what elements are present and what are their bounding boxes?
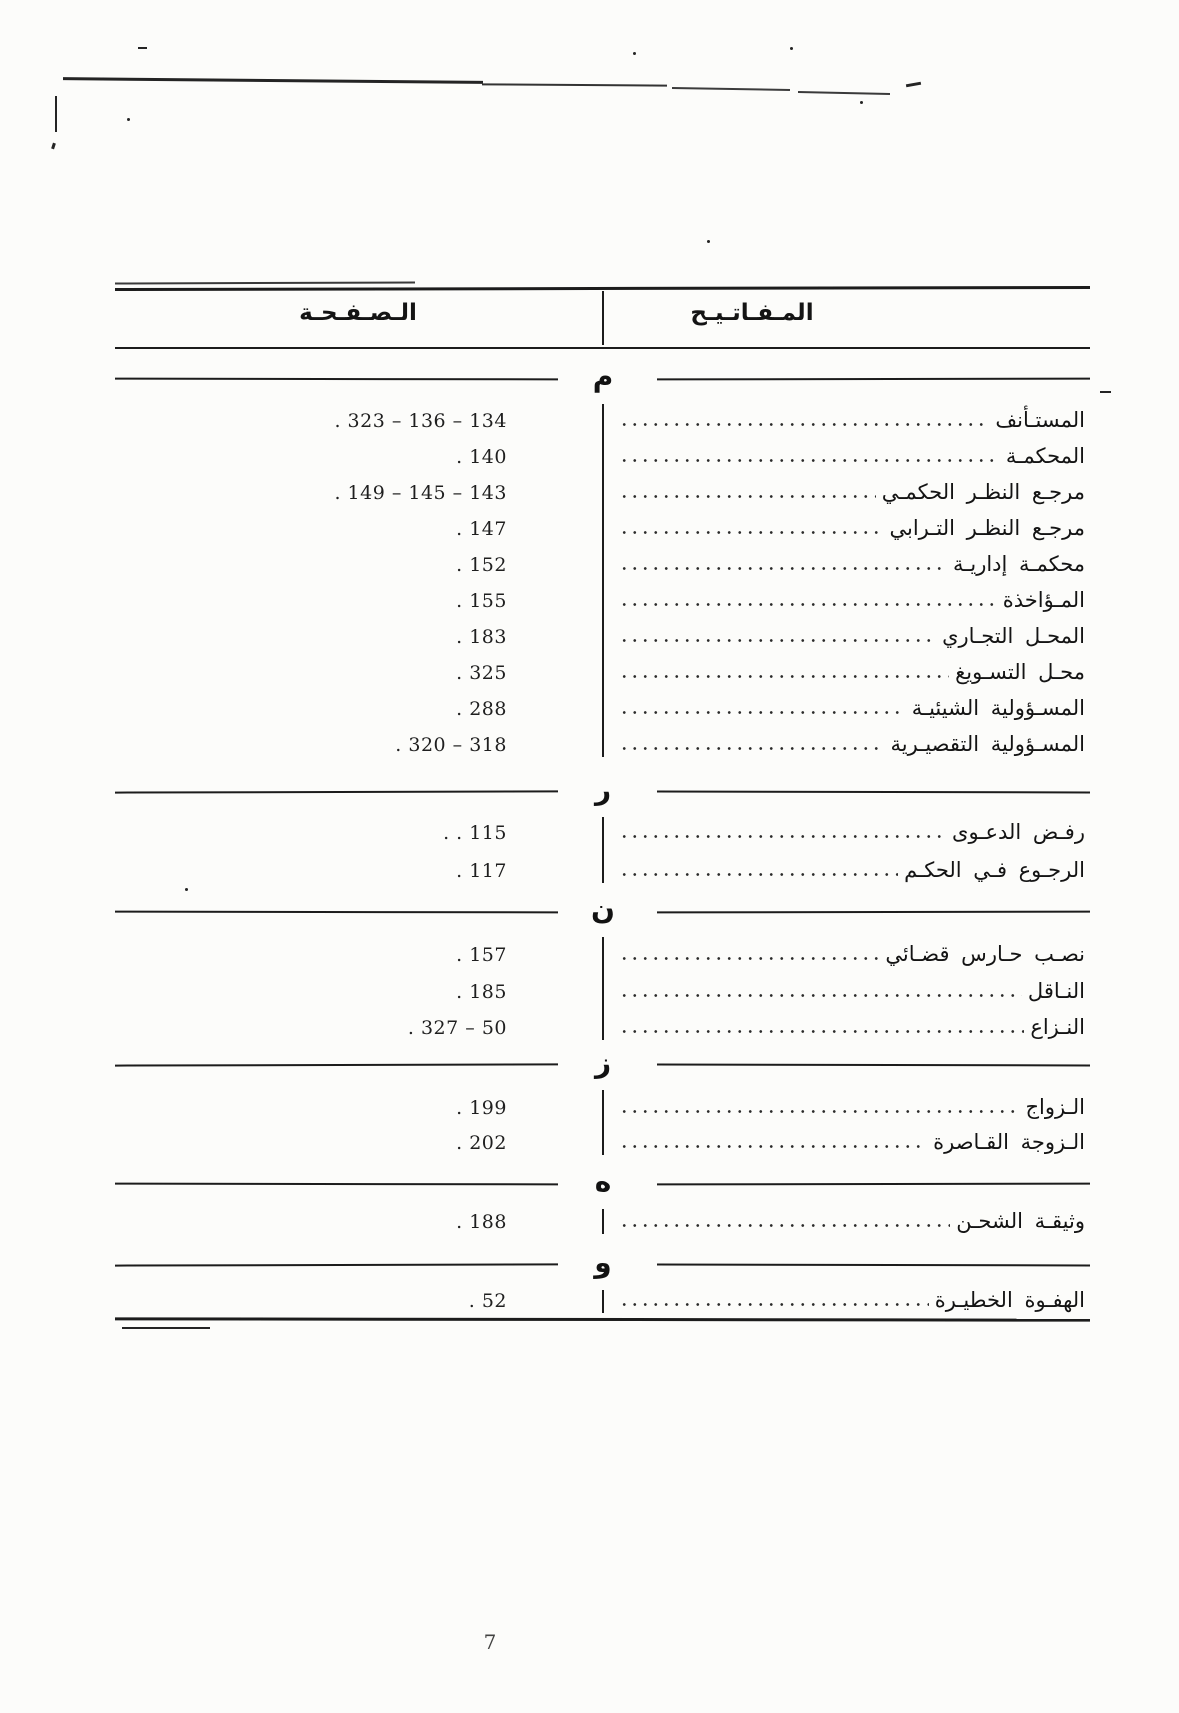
column-header-page: الـصـفـحـة: [299, 300, 417, 326]
column-divider: [602, 291, 604, 345]
index-entry: [617, 853, 1085, 887]
entry-page-numbers: . 202: [456, 1132, 507, 1154]
index-entry-term: المستـأنف: [995, 408, 1085, 432]
dotted-leader: [619, 1028, 1024, 1035]
dotted-leader: [619, 601, 997, 608]
index-entry-term: الرجـوع فـي الحكـم: [904, 858, 1085, 882]
index-entry: [617, 974, 1085, 1008]
index-entry-term: المـؤاخذة: [1002, 588, 1085, 612]
section-rule-left: [115, 1263, 558, 1266]
index-entry-term: مرجـع النظـر التـرابي: [889, 516, 1085, 540]
scan-artifact: [127, 118, 130, 121]
scan-artifact: [860, 101, 863, 104]
index-entry-term: رفـض الدعـوى: [952, 820, 1085, 844]
index-entry: [617, 815, 1085, 849]
index-entry: [617, 583, 1085, 617]
entry-page-numbers: . 327 – 50: [407, 1017, 507, 1039]
index-entry: [617, 691, 1085, 725]
index-entry-term: محكمـة إداريـة: [952, 552, 1085, 576]
section-rule-left: [115, 911, 558, 914]
section-rule-left: [115, 378, 558, 381]
section-rule-right: [657, 911, 1090, 914]
scan-artifact: [115, 281, 415, 284]
section-rule-right: [657, 791, 1090, 794]
scan-artifact: [122, 1327, 210, 1329]
entry-page-numbers: . 147: [456, 518, 507, 540]
section-letter: ر: [594, 773, 612, 806]
entry-page-numbers: . 140: [456, 446, 507, 468]
scan-artifact: [55, 96, 57, 132]
section-letter: ن: [591, 893, 615, 926]
index-entry: [617, 1204, 1085, 1238]
table-top-border: [115, 286, 1090, 291]
dotted-leader: [619, 992, 1022, 999]
section-rule-right: [657, 378, 1090, 381]
column-divider: [602, 937, 604, 1040]
scan-artifact: [138, 47, 147, 49]
dotted-leader: [619, 421, 989, 428]
section-rule-left: [115, 1063, 558, 1066]
entry-page-numbers: . 52: [468, 1290, 507, 1312]
index-entry: [617, 511, 1085, 545]
scan-artifact: [707, 240, 710, 243]
page-number-footer: 7: [483, 1630, 497, 1654]
dotted-leader: [619, 1143, 927, 1150]
section-rule-left: [115, 1183, 558, 1186]
dotted-leader: [619, 955, 879, 962]
scan-artifact: [63, 77, 483, 84]
index-entry: [617, 619, 1085, 653]
dotted-leader: [619, 833, 946, 840]
header-bottom-border: [115, 347, 1090, 349]
index-entry-term: الـزواج: [1025, 1095, 1085, 1119]
index-entry: [617, 937, 1085, 971]
index-entry-term: محـل التسـويغ: [955, 660, 1085, 684]
index-entry-term: الـزوجة القـاصرة: [933, 1130, 1085, 1154]
entry-page-numbers: . 185: [456, 980, 507, 1003]
dotted-leader: [619, 493, 876, 500]
dotted-leader: [619, 673, 949, 680]
scan-artifact: [790, 47, 793, 50]
scan-artifact: [1100, 391, 1111, 393]
section-letter: ه: [594, 1165, 612, 1198]
dotted-leader: [619, 565, 947, 572]
dotted-leader: [619, 871, 898, 878]
dotted-leader: [619, 457, 1000, 464]
entry-page-numbers: . . 115: [443, 822, 507, 844]
dotted-leader: [619, 745, 884, 752]
column-divider: [602, 1090, 604, 1155]
scan-artifact: [906, 82, 921, 88]
index-entry-term: المسـؤولية التقصيـرية: [890, 732, 1085, 756]
index-entry-term: مرجـع النظـر الحكمـي: [881, 480, 1085, 504]
entry-page-numbers: . 325: [456, 662, 507, 684]
scan-artifact: [482, 83, 667, 86]
entry-page-numbers: . 323 – 136 – 134: [334, 410, 507, 432]
dotted-leader: [619, 1108, 1019, 1115]
table-bottom-border: [115, 1317, 1090, 1321]
section-rule-right: [657, 1264, 1090, 1267]
index-entry-term: المسـؤولية الشيئيـة: [911, 696, 1085, 720]
column-divider: [602, 1209, 604, 1234]
index-entry: [617, 475, 1085, 509]
dotted-leader: [619, 1301, 929, 1308]
entry-page-numbers: . 188: [456, 1211, 507, 1233]
index-entry-term: النـاقل: [1027, 978, 1085, 1003]
entry-page-numbers: . 155: [456, 590, 507, 612]
index-entry: [617, 655, 1085, 689]
section-rule-left: [115, 790, 558, 793]
section-letter: ز: [594, 1046, 612, 1079]
index-entry: [617, 1283, 1085, 1317]
entry-page-numbers: . 183: [456, 626, 507, 648]
index-entry-term: المحكمـة: [1005, 444, 1085, 468]
dotted-leader: [619, 529, 883, 536]
index-entry: [617, 1010, 1085, 1044]
index-entry: [617, 727, 1085, 761]
entry-page-numbers: . 320 – 318: [395, 734, 507, 756]
index-entry-term: نصـب حـارس قضـائي: [885, 942, 1085, 966]
entry-page-numbers: . 117: [456, 860, 507, 882]
column-divider: [602, 1290, 604, 1313]
scan-artifact: [672, 87, 790, 91]
scan-artifact: [798, 91, 890, 95]
dotted-leader: [619, 709, 906, 716]
dotted-leader: [619, 1222, 950, 1229]
entry-page-numbers: . 199: [456, 1097, 507, 1119]
index-entry: [617, 403, 1085, 437]
index-entry: [617, 547, 1085, 581]
section-rule-right: [657, 1064, 1090, 1067]
index-entry: [617, 439, 1085, 473]
entry-page-numbers: . 288: [456, 698, 507, 720]
entry-page-numbers: . 149 – 145 – 143: [334, 482, 507, 504]
index-entry-term: وثيقـة الشحـن: [956, 1209, 1085, 1233]
column-header-keys: المـفـاتـيـح: [690, 300, 814, 326]
column-divider: [602, 404, 604, 757]
entry-page-numbers: . 152: [456, 554, 507, 576]
column-divider: [602, 817, 604, 883]
scan-artifact: [51, 143, 56, 150]
index-entry: [617, 1125, 1085, 1159]
index-entry-term: الهفـوة الخطيـرة: [934, 1288, 1085, 1312]
index-entry-term: المحـل التجـاري: [942, 624, 1085, 648]
section-letter: م: [592, 360, 614, 393]
scan-artifact: [633, 52, 636, 55]
index-entry: [617, 1090, 1085, 1124]
entry-page-numbers: . 157: [456, 944, 507, 966]
section-letter: و: [594, 1246, 612, 1279]
index-entry-term: النـزاع: [1030, 1015, 1085, 1039]
section-rule-right: [657, 1183, 1090, 1186]
scan-artifact: [185, 888, 188, 891]
dotted-leader: [619, 637, 936, 644]
